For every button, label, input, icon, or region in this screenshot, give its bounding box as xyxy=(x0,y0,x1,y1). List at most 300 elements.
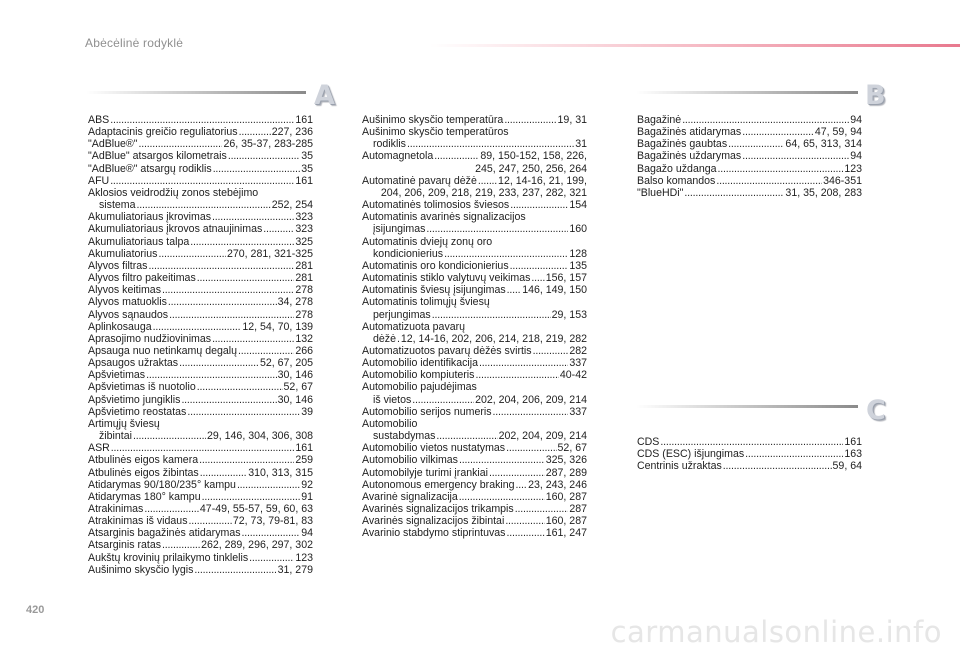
index-entry xyxy=(88,515,313,527)
index-entry-leader-dots xyxy=(436,430,497,442)
index-entry-pages: 52, 67, 205 xyxy=(259,357,313,370)
index-entry-pages: 146, 149, 150 xyxy=(522,284,587,297)
index-entry-term: Akumuliatoriaus įkrovos atnaujinimas xyxy=(88,223,263,236)
index-entry-pages: 310, 313, 315 xyxy=(248,466,313,479)
index-entry-pages: 35 xyxy=(301,150,313,163)
index-entry-leader-dots xyxy=(434,150,479,162)
index-entry-pages: 31, 279 xyxy=(277,563,313,576)
index-entry-leader-dots xyxy=(212,211,294,223)
index-entry-term: Aprasojimo nudžiovinimas xyxy=(88,332,212,345)
index-entry-term: Akumuliatorius xyxy=(88,247,158,260)
index-entry xyxy=(362,260,587,272)
index-entry-pages: 161 xyxy=(844,436,862,448)
index-entry-term: "AdBlue" atsargos kilometrais xyxy=(88,150,227,163)
index-entry-pages: 160, 287 xyxy=(545,515,587,528)
index-entry-pages: 92 xyxy=(301,478,313,491)
index-entry-pages: 89, 150-152, 158, 226, xyxy=(480,150,587,163)
index-entry xyxy=(362,333,587,345)
index-entry-leader-dots xyxy=(242,527,301,539)
index-entry xyxy=(362,284,587,296)
index-entry-leader-dots xyxy=(745,448,843,460)
index-entry-pages: 270, 281, 321-325 xyxy=(226,247,313,260)
index-entry-term: Bagažinės uždarymas xyxy=(637,150,742,163)
header-accent-bar xyxy=(430,44,960,47)
index-entry-term: Automobilyje turimi įrankiai xyxy=(362,466,488,479)
index-entry-leader-dots xyxy=(239,126,271,138)
index-entry-leader-dots xyxy=(133,430,206,442)
index-entry-pages: 161 xyxy=(295,174,313,187)
index-column-3 xyxy=(637,114,862,199)
index-entry-pages: 29, 153 xyxy=(551,308,587,321)
index-entry-term: CDS (ESC) išjungimas xyxy=(637,448,745,461)
index-entry-pages: 30, 146 xyxy=(277,369,313,382)
index-entry-term: Autonomous emergency braking xyxy=(362,478,515,491)
index-entry-term: Automatinis šviesų įsijungimas xyxy=(362,284,506,297)
index-entry-pages: 94 xyxy=(301,527,313,540)
index-entry-line: Aklosios veidrodžių zonos stebėjimo xyxy=(88,186,259,199)
index-entry xyxy=(88,175,313,187)
index-entry-term: Aplinkosauga xyxy=(88,320,152,333)
index-entry-leader-dots xyxy=(179,357,259,369)
index-entry-term: žibintai xyxy=(99,430,132,443)
index-entry-line: Automatinis tolimųjų šviesų xyxy=(362,296,490,309)
index-entry-term: Atrakinimas xyxy=(88,503,144,515)
index-entry xyxy=(88,345,313,357)
index-entry-term: Automobilio vietos nustatymas xyxy=(362,442,506,455)
index-entry-leader-dots xyxy=(742,150,849,162)
index-entry xyxy=(362,272,587,284)
index-entry xyxy=(88,296,313,308)
page-header-title: Abėcėlinė rodyklė xyxy=(85,36,184,50)
index-entry-term: įsijungimas xyxy=(373,223,426,236)
index-entry-line: Automatinis dviejų zonų oro xyxy=(362,235,493,248)
index-entry-leader-dots xyxy=(533,345,569,357)
index-entry-pages: 39 xyxy=(301,405,313,418)
index-entry-term: iš vietos xyxy=(373,393,412,406)
index-entry xyxy=(88,309,313,321)
index-entry-pages: 29, 146, 304, 306, 308 xyxy=(206,430,313,443)
index-entry-pages: 227, 236 xyxy=(271,126,313,139)
section-c-divider xyxy=(636,405,858,408)
index-entry-leader-dots xyxy=(213,163,301,175)
index-entry xyxy=(362,150,587,162)
index-entry-pages: 40-42 xyxy=(559,369,587,382)
index-entry-pages: 91 xyxy=(301,490,313,503)
index-entry-leader-dots xyxy=(459,491,545,503)
index-entry-leader-dots xyxy=(531,272,544,284)
index-entry-leader-dots xyxy=(510,199,568,211)
index-entry-term: Atbulinės eigos žibintas xyxy=(88,466,199,479)
index-entry-pages: 47-49, 55-57, 59, 60, 63 xyxy=(199,503,313,515)
index-entry xyxy=(88,430,313,442)
index-entry xyxy=(637,187,862,199)
index-entry-leader-dots xyxy=(148,260,294,272)
index-entry-term: Avarinės signalizacijos žibintai xyxy=(362,515,505,528)
index-entry-term: Adaptacinis greičio reguliatorius xyxy=(88,126,238,139)
index-entry-leader-dots xyxy=(504,114,556,126)
index-entry-term: Apšvietimas iš nuotolio xyxy=(88,381,196,394)
index-entry-leader-dots xyxy=(238,345,294,357)
index-entry-leader-dots xyxy=(168,296,277,308)
index-entry-term: Avarinės signalizacijos trikampis xyxy=(362,503,514,515)
index-entry-pages: 287, 289 xyxy=(545,466,587,479)
index-entry xyxy=(88,467,313,479)
index-entry xyxy=(637,126,862,138)
index-entry xyxy=(637,436,862,448)
index-entry xyxy=(637,175,862,187)
index-entry xyxy=(362,138,587,150)
index-entry-leader-dots xyxy=(144,503,199,515)
index-entry xyxy=(88,369,313,381)
index-entry-pages: 154 xyxy=(569,199,587,212)
index-entry-leader-dots xyxy=(202,491,301,503)
index-entry-term: Automatizuotos pavarų dėžės svirtis xyxy=(362,344,532,357)
index-entry-term: kondicionierius xyxy=(373,247,444,260)
index-entry-pages: 156, 157 xyxy=(545,272,587,285)
index-entry xyxy=(88,406,313,418)
index-entry-leader-dots xyxy=(478,175,497,187)
index-entry-term: CDS xyxy=(637,436,660,448)
index-entry-leader-dots xyxy=(110,175,294,187)
index-entry xyxy=(362,223,587,235)
index-entry xyxy=(88,442,313,454)
index-entry xyxy=(88,539,313,551)
index-entry xyxy=(88,357,313,369)
index-entry-pages: 281 xyxy=(295,272,313,285)
index-entry-leader-dots xyxy=(516,479,528,491)
index-entry-term: ASR xyxy=(88,442,110,455)
index-entry xyxy=(88,333,313,345)
index-entry xyxy=(88,454,313,466)
index-entry-term: Avarinio stabdymo stiprintuvas xyxy=(362,527,506,540)
index-entry-term: AFU xyxy=(88,174,110,187)
index-entry xyxy=(362,345,587,357)
index-entry-pages: 282 xyxy=(569,344,587,357)
index-entry-pages: 52, 67 xyxy=(283,381,313,394)
index-entry-term: Akumuliatoriaus talpa xyxy=(88,235,190,248)
index-entry xyxy=(88,150,313,162)
index-entry-leader-dots xyxy=(194,564,276,576)
index-entry-pages: 160 xyxy=(569,223,587,236)
index-entry-leader-dots xyxy=(228,150,300,162)
section-b-divider xyxy=(636,91,858,94)
index-entry-pages: 94 xyxy=(850,114,862,126)
index-entry-term: Alyvos matuoklis xyxy=(88,296,167,309)
index-entry xyxy=(88,272,313,284)
index-entry xyxy=(362,430,587,442)
index-entry-pages: 202, 204, 206, 209, 214 xyxy=(475,393,587,406)
index-entry-line: Automobilio pajudėjimas xyxy=(362,381,477,394)
index-entry-leader-dots xyxy=(660,436,843,448)
index-entry-leader-dots xyxy=(505,515,544,527)
section-letter-b: B xyxy=(865,80,886,111)
index-entry-term: Automobilio vilkimas xyxy=(362,454,458,467)
index-column-1 xyxy=(88,114,313,576)
index-entry-pages: 59, 64 xyxy=(832,460,862,473)
index-entry-line: 204, 206, 209, 218, 219, 233, 237, 282, 321 xyxy=(380,186,587,199)
index-entry-leader-dots xyxy=(197,381,283,393)
index-entry xyxy=(362,114,587,126)
index-entry-leader-dots xyxy=(158,248,226,260)
index-entry xyxy=(88,260,313,272)
index-entry xyxy=(362,527,587,539)
index-entry-term: Apšvietimo jungiklis xyxy=(88,393,181,406)
index-entry-term: Aušinimo skysčio temperatūra xyxy=(362,114,504,126)
index-entry xyxy=(88,114,313,126)
index-entry-pages: 31, 35, 208, 283 xyxy=(785,186,862,199)
index-entry-leader-dots xyxy=(137,199,271,211)
index-entry-term: "AdBlue®" xyxy=(88,138,138,151)
index-entry-leader-dots xyxy=(153,321,242,333)
index-entry-pages: 161, 247 xyxy=(545,527,587,540)
index-entry-pages: 12, 14-16, 202, 206, 214, 218, 219, 282 xyxy=(400,332,587,345)
index-entry-term: Akumuliatoriaus įkrovimas xyxy=(88,211,212,224)
index-entry xyxy=(88,381,313,393)
index-entry-leader-dots xyxy=(263,223,294,235)
index-entry-term: Atidarymas 90/180/235° kampu xyxy=(88,478,236,491)
index-entry-pages: 94 xyxy=(850,150,862,163)
index-entry-leader-dots xyxy=(249,552,294,564)
section-a-divider xyxy=(86,91,306,94)
index-entry-line: Automobilio xyxy=(362,417,418,430)
index-entry xyxy=(362,406,587,418)
index-entry-term: Atrakinimas iš vidaus xyxy=(88,515,188,528)
index-entry-pages: 323 xyxy=(295,211,313,224)
index-entry-leader-dots xyxy=(412,394,474,406)
index-entry-term: Automatinis stiklo valytuvų veikimas xyxy=(362,272,531,285)
index-entry-pages: 323 xyxy=(295,223,313,236)
index-entry xyxy=(88,394,313,406)
index-entry-term: Automatinis oro kondicionierius xyxy=(362,259,509,272)
index-entry xyxy=(362,309,587,321)
index-entry-term: Avarinė signalizacija xyxy=(362,490,458,503)
index-entry-leader-dots xyxy=(475,369,558,381)
index-entry-pages: 346-351 xyxy=(823,174,862,187)
index-entry xyxy=(637,138,862,150)
index-entry-leader-dots xyxy=(515,503,569,515)
index-entry-leader-dots xyxy=(397,333,400,345)
index-entry-pages: 325 xyxy=(295,235,313,248)
index-entry xyxy=(362,479,587,491)
index-entry xyxy=(88,479,313,491)
index-entry-term: "AdBlue®" atsargų rodiklis xyxy=(88,162,212,175)
index-entry-pages: 30, 146 xyxy=(277,393,313,406)
index-entry-term: Alyvos sąnaudos xyxy=(88,308,169,321)
index-column-4 xyxy=(637,436,862,472)
index-entry-term: Automobilio kompiuteris xyxy=(362,369,475,382)
index-entry-leader-dots xyxy=(728,138,784,150)
index-entry-term: Atidarymas 180° kampu xyxy=(88,490,201,503)
index-entry-pages: 26, 35-37, 283-285 xyxy=(223,138,313,151)
index-entry xyxy=(88,527,313,539)
index-entry-pages: 262, 289, 296, 297, 302 xyxy=(201,539,313,552)
index-entry-leader-dots xyxy=(723,460,832,472)
index-entry-term: Aušinimo skysčio lygis xyxy=(88,563,194,576)
index-entry-pages: 266 xyxy=(295,344,313,357)
index-entry-leader-dots xyxy=(682,114,849,126)
index-entry-leader-dots xyxy=(684,187,784,199)
index-entry xyxy=(88,236,313,248)
index-entry-leader-dots xyxy=(718,163,844,175)
index-entry xyxy=(637,150,862,162)
index-entry xyxy=(88,223,313,235)
index-entry-leader-dots xyxy=(111,442,295,454)
index-entry-pages: 161 xyxy=(295,442,313,455)
index-entry-term: Atsarginis bagažinės atidarymas xyxy=(88,527,241,540)
index-entry-leader-dots xyxy=(190,236,294,248)
index-entry-term: Automatinė pavarų dėžė xyxy=(362,174,477,187)
index-entry xyxy=(637,163,862,175)
index-entry-term: Automagnetola xyxy=(362,150,434,163)
index-entry-line: Automatizuota pavarų xyxy=(362,320,466,333)
index-entry-term: Alyvos filtro pakeitimas xyxy=(88,272,196,285)
index-entry xyxy=(362,199,587,211)
index-entry-pages: 281 xyxy=(295,259,313,272)
index-entry-pages: 12, 14-16, 21, 199, xyxy=(498,174,587,187)
index-entry-leader-dots xyxy=(139,138,223,150)
index-entry-leader-dots xyxy=(162,539,200,551)
index-entry-term: Automobilio identifikacija xyxy=(362,357,479,370)
index-entry-term: Bagažinės gaubtas xyxy=(637,138,728,151)
index-entry-term: rodiklis xyxy=(373,138,406,151)
index-entry-term: Aukštų krovinių prilaikymo tinklelis xyxy=(88,551,249,564)
index-entry-term: Apšvietimas xyxy=(88,369,146,382)
index-entry-pages: 123 xyxy=(295,551,313,564)
index-entry-leader-dots xyxy=(716,175,822,187)
index-entry-term: Apsauga nuo netinkamų degalų xyxy=(88,344,238,357)
index-entry-pages: 337 xyxy=(569,405,587,418)
index-entry-line: Automatinis avarinės signalizacijos xyxy=(362,211,526,224)
index-entry xyxy=(362,454,587,466)
index-entry xyxy=(88,503,313,515)
index-entry-leader-dots xyxy=(493,406,569,418)
index-entry-term: Automobilio serijos numeris xyxy=(362,405,492,418)
index-entry-leader-dots xyxy=(146,369,277,381)
index-entry-pages: 161 xyxy=(295,114,313,126)
index-entry-pages: 34, 278 xyxy=(277,296,313,309)
index-entry-line: Aušinimo skysčio temperatūros xyxy=(362,126,509,139)
index-entry-leader-dots xyxy=(426,223,568,235)
index-entry xyxy=(362,394,587,406)
index-entry-term: Bagažinė xyxy=(637,114,682,126)
index-entry-pages: 123 xyxy=(844,162,862,175)
index-entry-term: Bagažo uždanga xyxy=(637,162,717,175)
index-entry xyxy=(88,163,313,175)
index-entry-leader-dots xyxy=(181,394,276,406)
index-entry xyxy=(88,564,313,576)
index-entry-leader-dots xyxy=(506,527,544,539)
index-entry xyxy=(88,248,313,260)
index-entry-term: Automatinės tolimosios šviesos xyxy=(362,199,510,212)
index-entry-term: Balso komandos xyxy=(637,174,716,187)
index-entry-term: Apšvietimo reostatas xyxy=(88,405,187,418)
index-entry-term: Alyvos keitimas xyxy=(88,284,161,297)
index-entry-term: Centrinis užraktas xyxy=(637,460,722,473)
index-entry-leader-dots xyxy=(199,454,294,466)
index-entry-leader-dots xyxy=(169,309,294,321)
index-entry-leader-dots xyxy=(507,284,522,296)
index-column-2 xyxy=(362,114,587,539)
index-entry-leader-dots xyxy=(506,442,556,454)
index-entry xyxy=(362,175,587,187)
index-entry-leader-dots xyxy=(459,454,545,466)
index-entry-pages: 64, 65, 313, 314 xyxy=(785,138,862,151)
index-entry xyxy=(88,552,313,564)
index-entry-leader-dots xyxy=(479,357,568,369)
index-entry-leader-dots xyxy=(444,248,568,260)
index-entry xyxy=(362,369,587,381)
index-entry-term: Bagažinės atidarymas xyxy=(637,126,742,139)
index-entry xyxy=(88,138,313,150)
index-entry-leader-dots xyxy=(187,406,300,418)
index-entry-term: dėžė xyxy=(373,332,396,345)
index-entry-term: Apsaugos užraktas xyxy=(88,357,179,370)
index-entry-leader-dots xyxy=(110,114,294,126)
index-entry-leader-dots xyxy=(432,309,551,321)
index-entry xyxy=(88,491,313,503)
index-entry-pages: 72, 73, 79-81, 83 xyxy=(232,515,313,528)
watermark: carmanualsonline.info xyxy=(610,615,942,649)
index-entry-pages: 163 xyxy=(844,448,862,461)
section-letter-c: C xyxy=(866,395,886,426)
index-entry xyxy=(88,284,313,296)
index-entry-leader-dots xyxy=(212,333,294,345)
index-entry-term: Atbulinės eigos kamera xyxy=(88,454,199,467)
index-entry-leader-dots xyxy=(510,260,569,272)
index-entry-pages: 31 xyxy=(575,138,587,151)
index-entry-pages: 202, 204, 209, 214 xyxy=(498,430,587,443)
index-entry-pages: 259 xyxy=(295,454,313,467)
index-entry-term: Alyvos filtras xyxy=(88,259,148,272)
page-number: 420 xyxy=(26,604,45,616)
index-entry-leader-dots xyxy=(237,479,300,491)
index-entry-pages: 52, 67 xyxy=(557,442,587,455)
index-entry-pages: 35 xyxy=(301,162,313,175)
index-entry xyxy=(362,442,587,454)
index-entry-leader-dots xyxy=(197,272,295,284)
index-entry xyxy=(362,467,587,479)
index-entry-line: Artimųjų šviesų xyxy=(88,417,160,430)
index-entry-leader-dots xyxy=(189,515,232,527)
index-entry-pages: 160, 287 xyxy=(545,490,587,503)
index-entry-term: ABS xyxy=(88,114,110,126)
index-entry-pages: 135 xyxy=(569,259,587,272)
index-entry xyxy=(88,126,313,138)
index-entry-leader-dots xyxy=(162,284,294,296)
index-entry-term: sistema xyxy=(99,199,136,212)
index-entry xyxy=(362,515,587,527)
index-entry-pages: 23, 243, 246 xyxy=(528,478,587,491)
index-entry xyxy=(88,211,313,223)
index-entry xyxy=(362,357,587,369)
index-entry xyxy=(637,448,862,460)
index-entry-pages: 19, 31 xyxy=(557,114,587,126)
index-entry-pages: 252, 254 xyxy=(271,199,313,212)
index-entry-pages: 278 xyxy=(295,308,313,321)
index-entry xyxy=(88,199,313,211)
index-entry-pages: 128 xyxy=(569,247,587,260)
index-entry-leader-dots xyxy=(489,467,545,479)
index-entry-pages: 325, 326 xyxy=(545,454,587,467)
index-entry-leader-dots xyxy=(742,126,814,138)
index-entry xyxy=(362,503,587,515)
index-entry-pages: 337 xyxy=(569,357,587,370)
index-entry-term: sustabdymas xyxy=(373,430,436,443)
index-entry xyxy=(362,491,587,503)
index-entry-pages: 12, 54, 70, 139 xyxy=(242,320,313,333)
index-entry-leader-dots xyxy=(200,467,247,479)
index-entry-pages: 287 xyxy=(569,503,587,515)
